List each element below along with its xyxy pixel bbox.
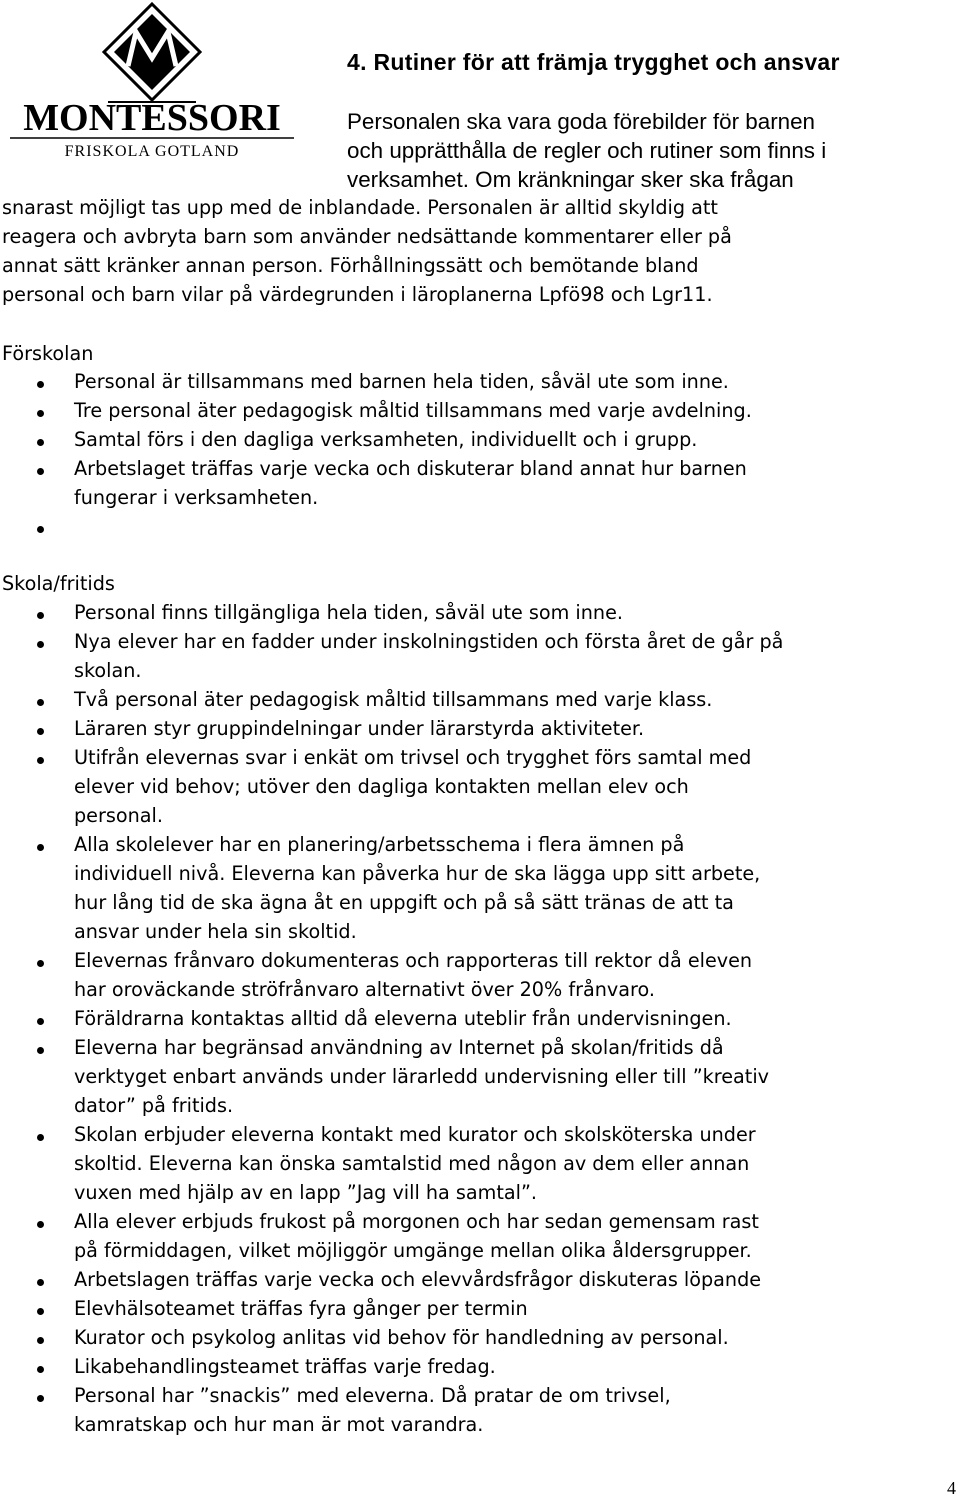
skola-item-continued: personal. [74, 804, 163, 827]
section-heading: 4. Rutiner för att främja trygghet och ansvar [347, 49, 840, 75]
intro-line: verksamhet. Om kränkningar sker ska frågan [347, 167, 794, 192]
skola-item: Personal har ”snackis” med eleverna. Då pratar de om trivsel, [74, 1384, 671, 1407]
forskolan-item: Personal är tillsammans med barnen hela tiden, såväl ute som inne. [74, 370, 729, 393]
bullet-dot [37, 1018, 44, 1025]
bullet-dot [37, 1221, 44, 1228]
bullet-dot [37, 641, 44, 648]
skola-item: Alla skolelever har en planering/arbetsschema i flera ämnen på [74, 833, 685, 856]
skola-item-continued: individuell nivå. Eleverna kan påverka hur de ska lägga upp sitt arbete, [74, 862, 761, 885]
intro-line: Personalen ska vara goda förebilder för barnen [347, 109, 816, 134]
bullet-dot [37, 1134, 44, 1141]
bullet-dot [37, 1047, 44, 1054]
bullet-dot [37, 1337, 44, 1344]
forskolan-title: Förskolan [2, 342, 94, 365]
skola-title: Skola/fritids [2, 572, 115, 595]
skola-item-continued: vuxen med hjälp av en lapp ”Jag vill ha samtal”. [74, 1181, 538, 1204]
bullet-dot [37, 757, 44, 764]
logo-name: MONTESSORI [23, 97, 281, 139]
school-logo [4, 2, 300, 160]
logo-subtitle: FRISKOLA GOTLAND [64, 143, 240, 160]
bullet-dot [37, 960, 44, 967]
skola-item: Personal finns tillgängliga hela tiden, såväl ute som inne. [74, 601, 623, 624]
forskolan-item: Samtal förs i den dagliga verksamheten, individuellt och i grupp. [74, 428, 698, 451]
skola-item-continued: på förmiddagen, vilket möjliggör umgänge mellan olika åldersgrupper. [74, 1239, 752, 1262]
skola-item-continued: elever vid behov; utöver den dagliga kontakten mellan elev och [74, 775, 689, 798]
forskolan-item: Arbetslaget träffas varje vecka och diskuterar bland annat hur barnen [74, 457, 747, 480]
skola-item-continued: skoltid. Eleverna kan önska samtalstid med någon av dem eller annan [74, 1152, 750, 1175]
bullet-dot [37, 468, 44, 475]
skola-item: Alla elever erbjuds frukost på morgonen och har sedan gemensam rast [74, 1210, 759, 1233]
skola-item: Arbetslagen träffas varje vecka och elevvårdsfrågor diskuteras löpande [74, 1268, 762, 1291]
skola-item-continued: hur lång tid de ska ägna åt en uppgift och på så sätt tränas de att ta [74, 891, 734, 914]
skola-item: Två personal äter pedagogisk måltid tillsammans med varje klass. [74, 688, 713, 711]
forskolan-item: Tre personal äter pedagogisk måltid tillsammans med varje avdelning. [74, 399, 752, 422]
skola-item: Elevernas frånvaro dokumenteras och rapporteras till rektor då eleven [74, 949, 753, 972]
bullet-dot [37, 1279, 44, 1286]
skola-item: Kurator och psykolog anlitas vid behov för handledning av personal. [74, 1326, 729, 1349]
skola-item: Elevhälsoteamet träffas fyra gånger per termin [74, 1297, 528, 1320]
bullet-dot [37, 410, 44, 417]
page-number: 4 [947, 1478, 956, 1498]
skola-item: Eleverna har begränsad användning av Internet på skolan/fritids då [74, 1036, 724, 1059]
montessori-logo-icon [4, 2, 300, 160]
skola-item: Nya elever har en fadder under inskolningstiden och första året de går på [74, 630, 784, 653]
skola-item-continued: ansvar under hela sin skoltid. [74, 920, 357, 943]
body-line: personal och barn vilar på värdegrunden i läroplanerna Lpfö98 och Lgr11. [2, 283, 713, 306]
bullet-dot [37, 1366, 44, 1373]
skola-item: Skolan erbjuder eleverna kontakt med kurator och skolsköterska under [74, 1123, 756, 1146]
bullet-dot [37, 381, 44, 388]
bullet-dot [37, 699, 44, 706]
bullet-dot [37, 844, 44, 851]
skola-item-continued: dator” på fritids. [74, 1094, 234, 1117]
bullet-dot [37, 1395, 44, 1402]
skola-item-continued: har oroväckande ströfrånvaro alternativt över 20% frånvaro. [74, 978, 655, 1001]
bullet-dot [37, 728, 44, 735]
skola-item: Läraren styr gruppindelningar under lärarstyrda aktiviteter. [74, 717, 645, 740]
forskolan-item-continued: fungerar i verksamheten. [74, 486, 319, 509]
bullet-dot [37, 612, 44, 619]
skola-item: Likabehandlingsteamet träffas varje fredag. [74, 1355, 496, 1378]
skola-item-continued: kamratskap och hur man är mot varandra. [74, 1413, 484, 1436]
skola-item-continued: verktyget enbart används under lärarledd undervisning eller till ”kreativ [74, 1065, 770, 1088]
skola-item: Föräldrarna kontaktas alltid då eleverna uteblir från undervisningen. [74, 1007, 732, 1030]
body-line: annat sätt kränker annan person. Förhållningssätt och bemötande bland [2, 254, 699, 277]
intro-line: och upprätthålla de regler och rutiner som finns i [347, 138, 827, 163]
body-line: reagera och avbryta barn som använder nedsättande kommentarer eller på [2, 225, 732, 248]
bullet-dot [37, 439, 44, 446]
body-line: snarast möjligt tas upp med de inblandade. Personalen är alltid skyldig att [2, 196, 718, 219]
bullet-dot [37, 526, 44, 533]
skola-item-continued: skolan. [74, 659, 142, 682]
skola-item: Utifrån elevernas svar i enkät om trivsel och trygghet förs samtal med [74, 746, 752, 769]
bullet-dot [37, 1308, 44, 1315]
